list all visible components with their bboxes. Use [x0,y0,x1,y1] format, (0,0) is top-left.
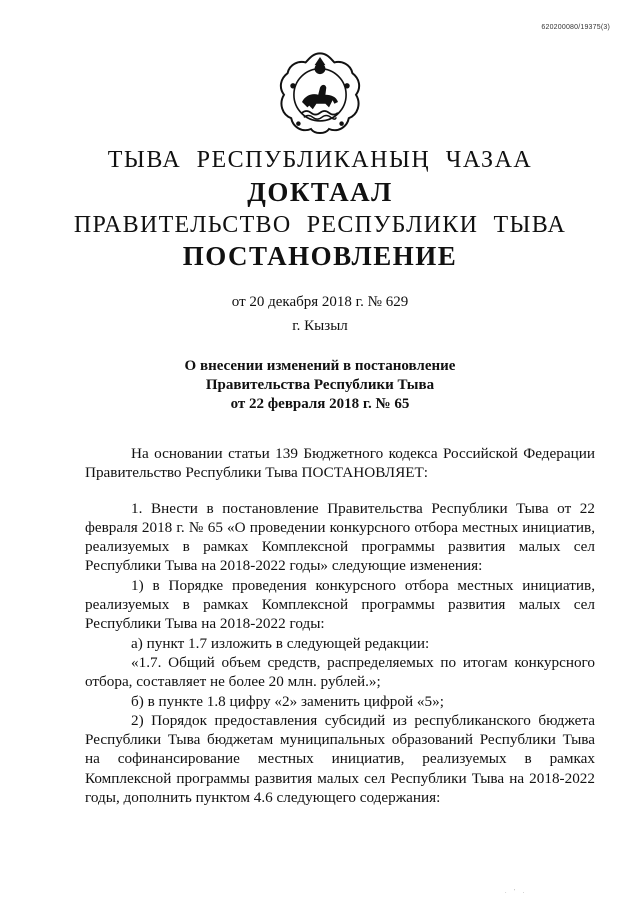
document-title-line: Правительства Республики Тыва [205,377,435,393]
document-title [0,357,640,414]
emblem-flame [315,57,326,65]
body-paragraph: 1) в Порядке проведения конкурсного отбора местных инициатив, реализуемых в рамках Комплексной программы развития малых сел Республики Тыва на 2018-2022 годы: [85,576,595,633]
emblem-waves [302,111,338,115]
body-paragraph: «1.7. Общий объем средств, распределяемых по итогам конкурсного отбора, составляет не более 20 млн. рублей.»; [85,653,595,691]
document-id: 620200080/19375(3) [541,24,610,31]
document-title-line: О внесении изменений в постановление [184,358,456,374]
scan-speck: . ' . [505,889,528,895]
tuvan-government-heading: ТЫВА РЕСПУБЛИКАНЫҢ ЧАЗАА [107,147,533,173]
emblem [275,48,365,138]
russian-government-heading: ПРАВИТЕЛЬСТВО РЕСПУБЛИКИ ТЫВА [73,212,567,238]
body-paragraph: а) пункт 1.7 изложить в следующей редакции: [131,634,430,652]
emblem-rider [302,85,338,109]
body-paragraph: 2) Порядок предоставления субсидий из республиканского бюджета Республики Тыва бюджетам муниципальных образований Республики Тыва на софинансирование местных инициатив, реализуемых в рамках Комплексной программы развития малых сел Республики Тыва на 2018-2022 годы, дополнить пунктом 4.6 следующего содержания: [85,711,595,807]
document-body [85,444,595,807]
coat-of-arms-icon [275,48,365,138]
preamble-paragraph: На основании статьи 139 Бюджетного кодекса Российской Федерации Правительство Республики Тыва ПОСТАНОВЛЯЕТ: [85,445,595,482]
russian-document-type: ПОСТАНОВЛЕНИЕ [182,241,458,271]
document-date-number: от 20 декабря 2018 г. № 629 [231,294,409,310]
body-paragraph: 1. Внести в постановление Правительства Республики Тыва от 22 февраля 2018 г. № 65 «О проведении конкурсного отбора местных инициатив, реализуемых в рамках Комплексной программы развития малых сел Республики Тыва на 2018-2022 годы» следующие изменения: [85,499,595,575]
tuvan-document-type: ДОКТААЛ [247,177,393,207]
document-title-line: от 22 февраля 2018 г. № 65 [230,396,410,412]
document-city: г. Кызыл [292,318,348,334]
body-paragraph: б) в пункте 1.8 цифру «2» заменить цифрой «5»; [131,692,444,710]
